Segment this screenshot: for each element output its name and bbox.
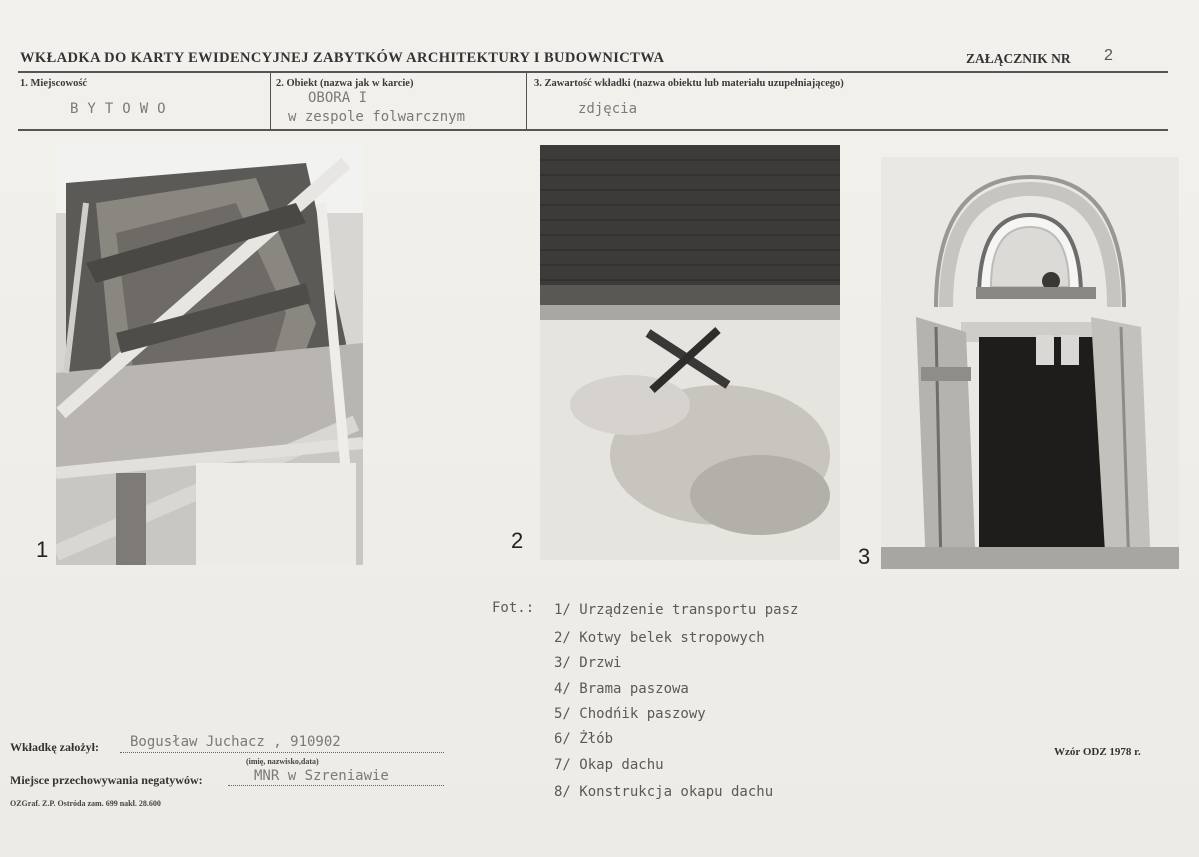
form-model: Wzór ODZ 1978 r.	[1054, 746, 1141, 758]
caption-3: 3/ Drzwi	[554, 655, 622, 671]
place-value: BYTOWO	[70, 101, 175, 117]
card-title: WKŁADKA DO KARTY EWIDENCYJNEJ ZABYTKÓW ARCHITEKTURY I BUDOWNICTWA	[20, 50, 665, 66]
caption-5: 5/ Chodńik paszowy	[554, 706, 706, 722]
content-label: 3. Zawartość wkładki (nazwa obiektu lub materiału uzupełniającego)	[534, 78, 844, 89]
photo-1-number: 1	[36, 537, 49, 562]
photo-1-image	[56, 143, 363, 565]
author-value: Bogusław Juchacz , 910902	[130, 734, 341, 750]
photo-1	[56, 143, 363, 565]
photo-2-image	[540, 145, 840, 560]
object-label: 2. Obiekt (nazwa jak w karcie)	[276, 78, 414, 89]
caption-4: 4/ Brama paszowa	[554, 681, 689, 697]
annex-label: ZAŁĄCZNIK NR	[966, 51, 1071, 66]
annex-number: 2	[1104, 47, 1113, 64]
fields-bottom-rule	[18, 129, 1168, 131]
author-hint: (imię, nazwisko,data)	[246, 757, 319, 766]
caption-8: 8/ Konstrukcja okapu dachu	[554, 784, 774, 800]
storage-line	[228, 785, 444, 786]
content-value: zdjęcia	[578, 101, 638, 117]
caption-2: 2/ Kotwy belek stropowych	[554, 630, 765, 646]
photo-3	[881, 157, 1179, 569]
object-value-2: w zespole folwarcznym	[288, 109, 466, 125]
photo-3-number: 3	[858, 544, 871, 569]
place-label: 1. Miejscowość	[20, 78, 88, 89]
header-rule	[18, 71, 1168, 73]
caption-6: 6/ Żłób	[554, 731, 614, 747]
author-label: Wkładkę założył:	[10, 740, 99, 754]
photo-2	[540, 145, 840, 560]
caption-7: 7/ Okap dachu	[554, 757, 664, 773]
storage-value: MNR w Szreniawie	[254, 768, 389, 784]
photo-3-image	[881, 157, 1179, 569]
captions-prefix: Fot.:	[492, 600, 535, 616]
storage-label: Miejsce przechowywania negatywów:	[10, 773, 203, 787]
photo-2-number: 2	[511, 528, 524, 553]
printer-info: OZGraf. Z.P. Ostróda zam. 699 nakł. 28.600	[10, 799, 161, 808]
field-divider-1	[270, 73, 271, 129]
author-line	[120, 752, 444, 753]
field-divider-2	[526, 73, 527, 129]
object-value-1: OBORA I	[308, 90, 368, 106]
caption-1: 1/ Urządzenie transportu pasz	[554, 602, 799, 618]
